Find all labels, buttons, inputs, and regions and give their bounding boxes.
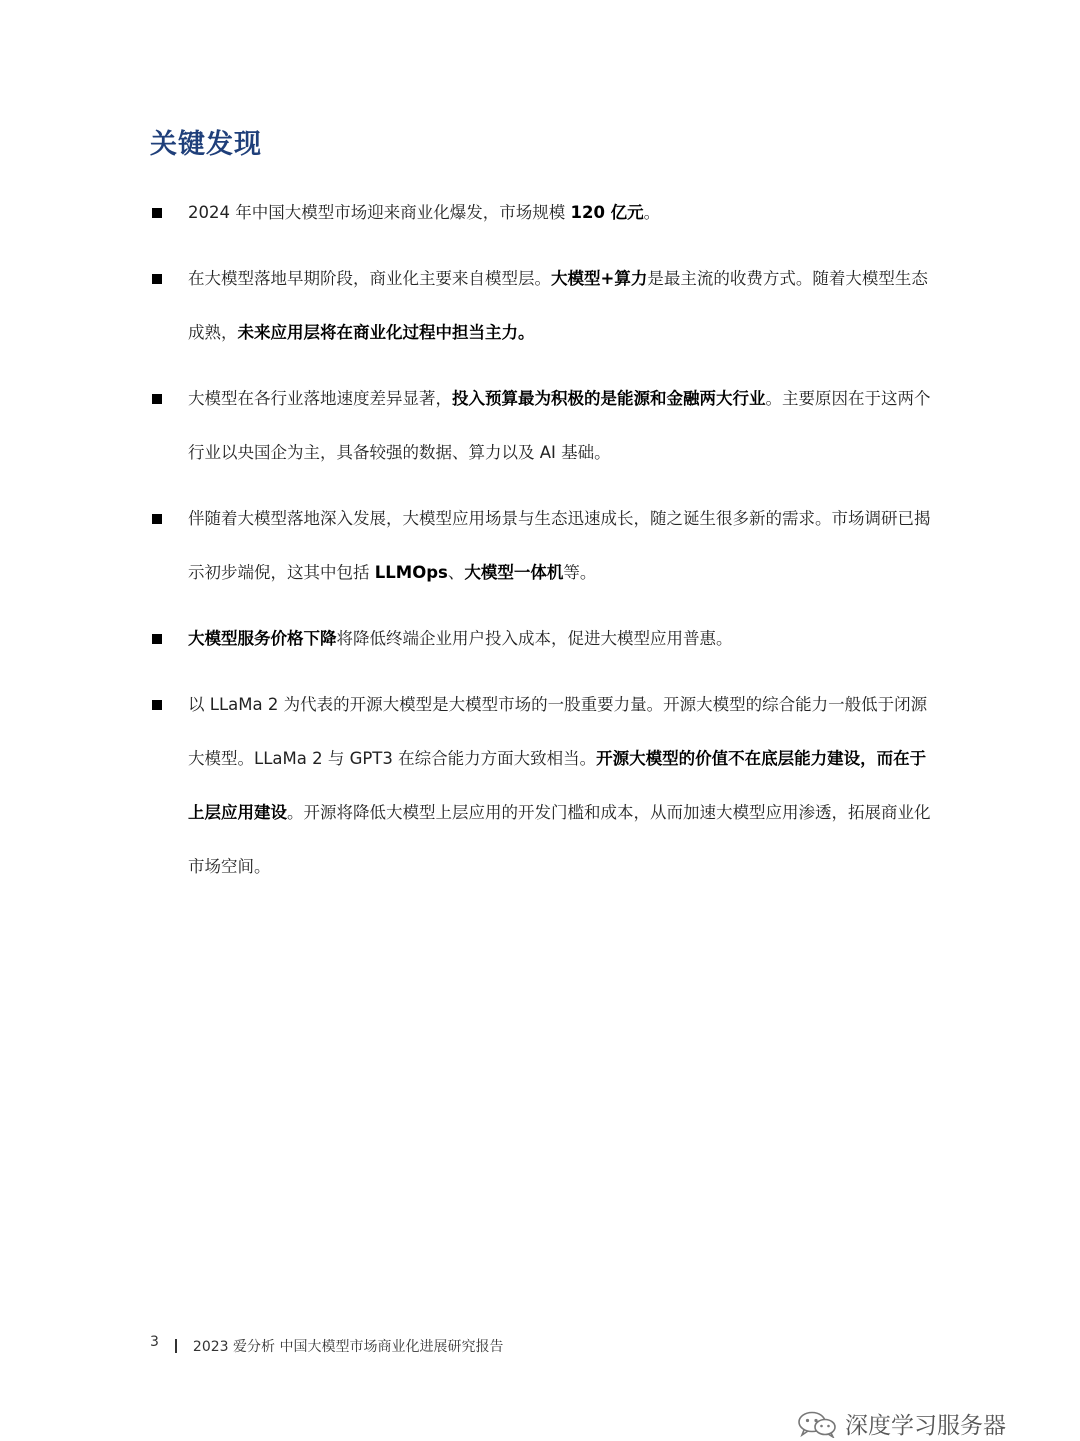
page-title: 关键发现 (150, 129, 262, 160)
square-bullet-icon (152, 274, 162, 284)
finding-text: 伴随着大模型落地深入发展，大模型应用场景与生态迅速成长，随之诞生很多新的需求。市场调研已揭示初步端倪，这其中包括 (188, 509, 931, 582)
finding-highlight: 120 亿元 (570, 203, 644, 222)
page-footer (150, 1336, 503, 1356)
finding-item (150, 372, 940, 480)
finding-highlight: 开源大模型的价值不在底层能力建设，而在于上层应用建设 (188, 749, 927, 822)
finding-text: 在大模型落地早期阶段，商业化主要来自模型层。 (188, 269, 551, 288)
square-bullet-icon (152, 208, 162, 218)
finding-highlight: LLMOps (374, 563, 448, 582)
watermark (795, 1407, 1006, 1440)
finding-highlight: 大模型一体机 (464, 563, 564, 582)
finding-item (150, 678, 940, 894)
finding-text: 2024 年中国大模型市场迎来商业化爆发，市场规模 (188, 203, 571, 222)
square-bullet-icon (152, 514, 162, 524)
footer-divider (175, 1339, 177, 1353)
finding-text: 大模型在各行业落地速度差异显著， (188, 389, 452, 408)
finding-text: 以 LLaMa 2 为代表的开源大模型是大模型市场的一股重要力量。开源大模型的综合能力一般低于闭源大模型。LLaMa 2 与 GPT3 在综合能力方面大致相当。 (188, 695, 928, 768)
footer-report-title: 2023 爱分析 中国大模型市场商业化进展研究报告 (192, 1339, 504, 1355)
finding-highlight: 投入预算最为积极的是能源和金融两大行业 (452, 389, 766, 408)
finding-item (150, 612, 940, 666)
square-bullet-icon (152, 394, 162, 404)
finding-text: 、 (447, 563, 465, 582)
key-findings-list (150, 186, 940, 906)
finding-item (150, 492, 940, 600)
finding-item (150, 186, 940, 240)
finding-text: 等。 (563, 563, 597, 582)
finding-text: 是最主流的收费方式。随着大模型生态成熟， (188, 269, 928, 342)
finding-item (150, 252, 940, 360)
finding-text: 将降低终端企业用户投入成本，促进大模型应用普惠。 (336, 629, 733, 648)
square-bullet-icon (152, 700, 162, 710)
finding-text: 。开源将降低大模型上层应用的开发门槛和成本，从而加速大模型应用渗透，拓展商业化市场空间。 (188, 803, 931, 876)
finding-highlight: 大模型+算力 (551, 269, 648, 288)
wechat-icon (795, 1410, 841, 1438)
finding-highlight: 大模型服务价格下降 (188, 629, 337, 648)
watermark-text: 深度学习服务器 (845, 1413, 1006, 1439)
page-number: 3 (150, 1334, 159, 1350)
square-bullet-icon (152, 634, 162, 644)
finding-text: 。 (643, 203, 661, 222)
finding-highlight: 未来应用层将在商业化过程中担当主力。 (237, 323, 535, 342)
finding-text: 。主要原因在于这两个行业以央国企为主，具备较强的数据、算力以及 AI 基础。 (188, 389, 931, 462)
